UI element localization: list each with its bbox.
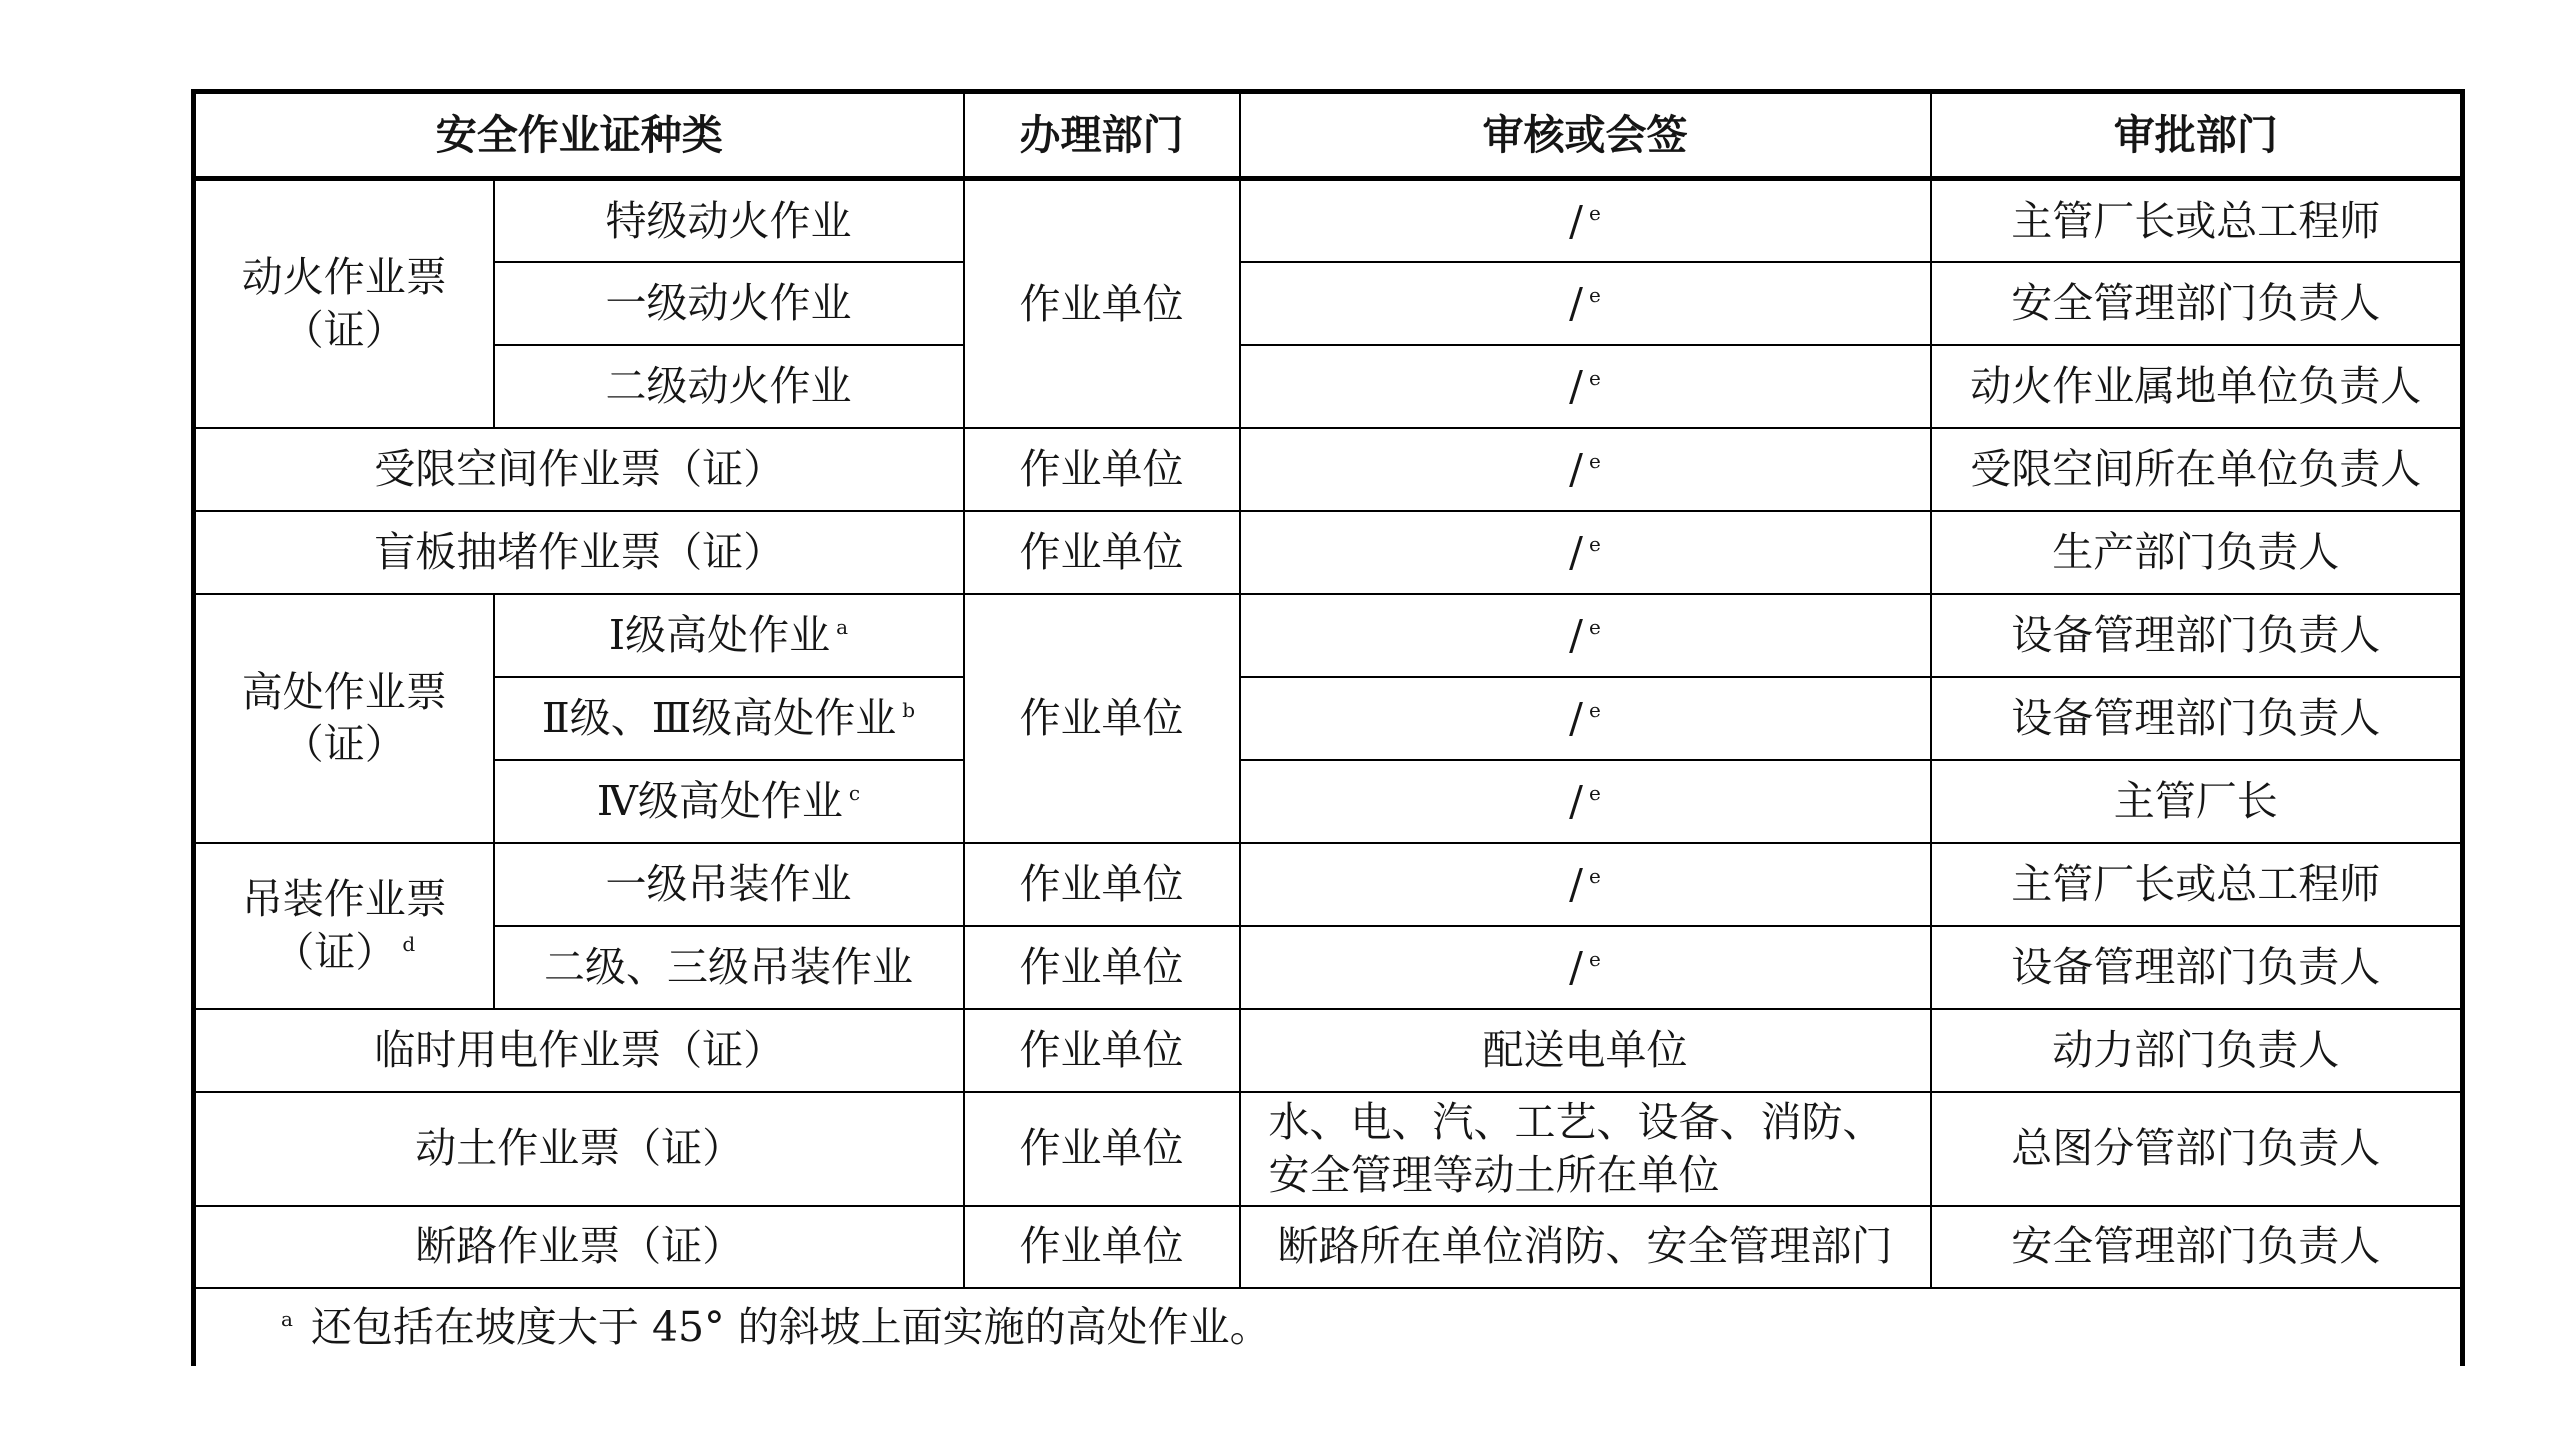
review-text-line: 安全管理等动土所在单位 [1268, 1150, 1720, 1199]
temp-power-issuing-dept: 作业单位 [964, 1009, 1240, 1092]
review-value: / [1569, 859, 1583, 908]
approval-cell: 设备管理部门负责人 [1931, 594, 2463, 677]
permit-approval-table-container [191, 89, 2460, 1366]
footnote-text: 还包括在坡度大于 45° 的斜坡上面实施的高处作业。 [310, 1302, 1271, 1351]
footnote-marker: e [1588, 947, 1601, 972]
review-value: / [1569, 942, 1583, 991]
hot-work-special-level: 特级动火作业 [494, 179, 964, 262]
table-row [194, 511, 2463, 594]
level-name: Ⅱ级、Ⅲ级高处作业 [541, 693, 897, 742]
category-label-suffix: （证） [273, 927, 397, 976]
header-permit-type: 安全作业证种类 [194, 92, 964, 179]
approval-cell: 安全管理部门负责人 [1931, 262, 2463, 345]
road-closure-issuing-dept: 作业单位 [964, 1206, 1240, 1288]
review-cell [1240, 428, 1931, 511]
blind-plate-category: 盲板抽堵作业票（证） [194, 511, 964, 594]
footnote-cell [194, 1288, 2463, 1366]
table-row [194, 262, 2463, 345]
excavation-issuing-dept: 作业单位 [964, 1092, 1240, 1206]
hot-work-issuing-dept: 作业单位 [964, 179, 1240, 428]
category-label: 吊装作业票 [241, 875, 447, 924]
confined-space-category: 受限空间作业票（证） [194, 428, 964, 511]
category-label-suffix: （证） [282, 720, 406, 768]
lifting-category [194, 843, 494, 1009]
review-cell [1240, 262, 1931, 345]
review-value: / [1569, 610, 1583, 659]
footnote-marker: e [1588, 615, 1601, 640]
confined-space-issuing-dept: 作业单位 [964, 428, 1240, 511]
approval-cell: 受限空间所在单位负责人 [1931, 428, 2463, 511]
category-label: 动火作业票 [241, 253, 447, 302]
review-value: / [1569, 361, 1583, 410]
review-cell [1240, 760, 1931, 843]
table-row [194, 926, 2463, 1009]
header-review-signoff: 审核或会签 [1240, 92, 1931, 179]
review-cell [1240, 677, 1931, 760]
header-row [194, 92, 2463, 179]
review-cell [1240, 1092, 1931, 1206]
approval-cell: 安全管理部门负责人 [1931, 1206, 2463, 1288]
review-value: / [1569, 776, 1583, 825]
approval-cell: 动火作业属地单位负责人 [1931, 345, 2463, 428]
footnote-marker: a [836, 615, 849, 640]
approval-cell: 设备管理部门负责人 [1931, 926, 2463, 1009]
footnote-marker: e [1588, 283, 1601, 308]
table-row [194, 1092, 2463, 1206]
footnote-marker: d [402, 931, 416, 956]
approval-cell: 主管厂长或总工程师 [1931, 843, 2463, 926]
blind-plate-issuing-dept: 作业单位 [964, 511, 1240, 594]
excavation-category: 动土作业票（证） [194, 1092, 964, 1206]
approval-cell: 总图分管部门负责人 [1931, 1092, 2463, 1206]
temp-power-category: 临时用电作业票（证） [194, 1009, 964, 1092]
review-cell [1240, 511, 1931, 594]
height-level-two-three [494, 677, 964, 760]
table-row [194, 428, 2463, 511]
table-row [194, 594, 2463, 677]
review-cell [1240, 345, 1931, 428]
header-approval-dept: 审批部门 [1931, 92, 2463, 179]
footnote-marker: e [1588, 532, 1601, 557]
footnote-row [194, 1288, 2463, 1366]
footnote-marker: a [281, 1307, 293, 1332]
review-cell [1240, 843, 1931, 926]
review-cell [1240, 594, 1931, 677]
permit-approval-table [191, 89, 2465, 1366]
review-cell: 配送电单位 [1240, 1009, 1931, 1092]
height-level-one [494, 594, 964, 677]
review-cell [1240, 926, 1931, 1009]
review-cell [1240, 179, 1931, 262]
footnote-marker: e [1588, 698, 1601, 723]
work-at-height-issuing-dept: 作业单位 [964, 594, 1240, 843]
table-row [194, 1206, 2463, 1288]
footnote-marker: c [848, 781, 861, 806]
review-value: / [1569, 444, 1583, 493]
review-value: / [1569, 527, 1583, 576]
review-value: / [1569, 278, 1583, 327]
lifting-issuing-dept: 作业单位 [964, 843, 1240, 926]
level-name: Ⅳ级高处作业 [596, 776, 843, 825]
table-row [194, 760, 2463, 843]
category-label-suffix-line [196, 926, 493, 978]
header-issuing-dept: 办理部门 [964, 92, 1240, 179]
lifting-level-one: 一级吊装作业 [494, 843, 964, 926]
hot-work-level-one: 一级动火作业 [494, 262, 964, 345]
work-at-height-category [194, 594, 494, 843]
footnote-marker: b [902, 698, 916, 723]
review-cell: 断路所在单位消防、安全管理部门 [1240, 1206, 1931, 1288]
approval-cell: 动力部门负责人 [1931, 1009, 2463, 1092]
road-closure-category: 断路作业票（证） [194, 1206, 964, 1288]
lifting-issuing-dept: 作业单位 [964, 926, 1240, 1009]
table-row [194, 179, 2463, 262]
table-row [194, 1009, 2463, 1092]
hot-work-category [194, 179, 494, 428]
approval-cell: 主管厂长 [1931, 760, 2463, 843]
review-value: / [1569, 693, 1583, 742]
footnote-marker: e [1588, 366, 1601, 391]
approval-cell: 主管厂长或总工程师 [1931, 179, 2463, 262]
review-text-line: 水、电、汽、工艺、设备、消防、 [1268, 1098, 1884, 1147]
table-row [194, 677, 2463, 760]
approval-cell: 生产部门负责人 [1931, 511, 2463, 594]
approval-cell: 设备管理部门负责人 [1931, 677, 2463, 760]
footnote-marker: e [1588, 200, 1601, 225]
category-label: 高处作业票 [241, 667, 447, 716]
review-value: / [1569, 196, 1583, 245]
table-row [194, 345, 2463, 428]
footnote-marker: e [1588, 449, 1601, 474]
footnote-marker: e [1588, 781, 1601, 806]
lifting-level-two-three: 二级、三级吊装作业 [494, 926, 964, 1009]
hot-work-level-two: 二级动火作业 [494, 345, 964, 428]
height-level-four [494, 760, 964, 843]
footnote-marker: e [1588, 864, 1601, 889]
level-name: Ⅰ级高处作业 [608, 610, 831, 659]
table-row [194, 843, 2463, 926]
category-label-suffix: （证） [282, 305, 406, 354]
